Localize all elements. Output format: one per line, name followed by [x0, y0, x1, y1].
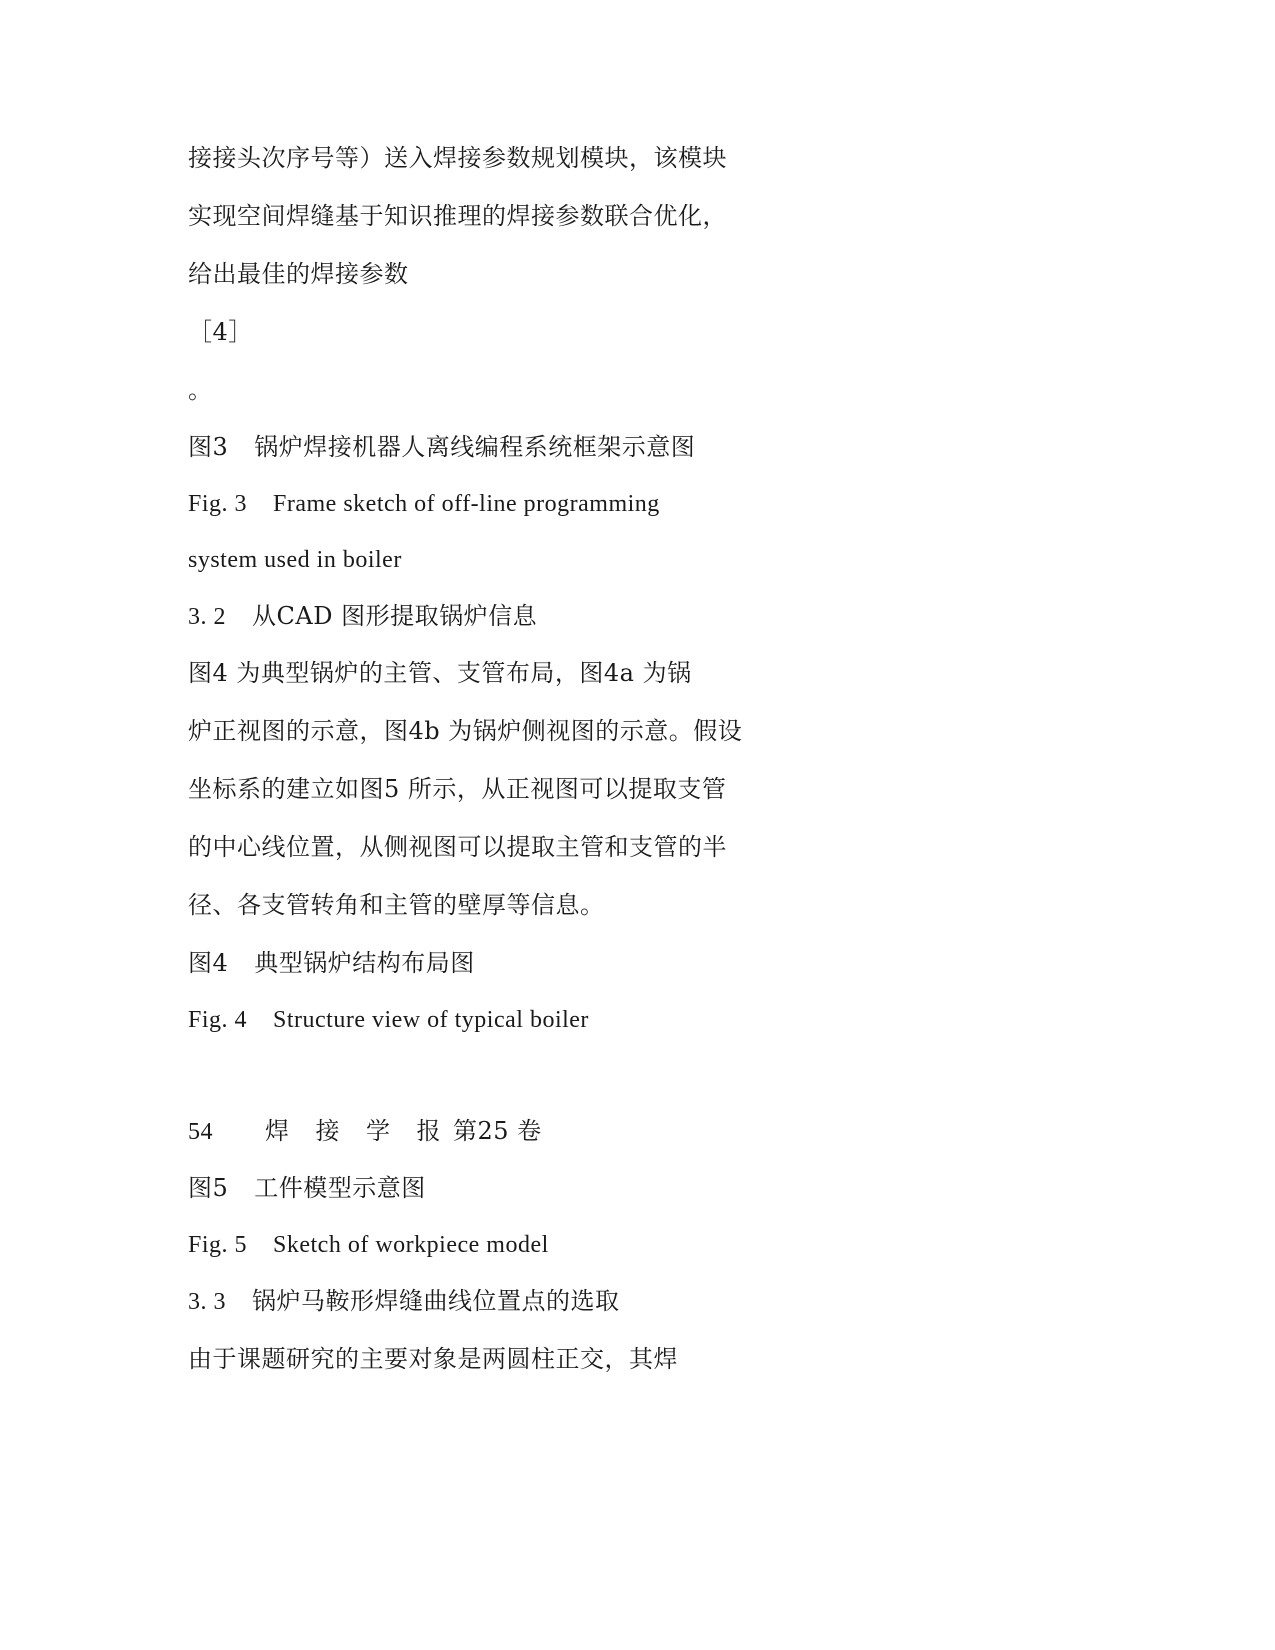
figure-title: 典型锅炉结构布局图	[254, 949, 475, 977]
body-text-line: 实现空间焊缝基于知识推理的焊接参数联合优化，	[188, 202, 727, 230]
figure-title: 工件模型示意图	[254, 1174, 426, 1202]
journal-name-char: 报	[416, 1117, 441, 1145]
figure-title: Sketch of workpiece model	[273, 1232, 549, 1258]
section-heading-3-2	[188, 601, 537, 632]
figure-label: Fig. 4	[188, 1007, 248, 1033]
body-text-line: 的中心线位置，从侧视图可以提取主管和支管的半	[188, 833, 727, 861]
body-text-line: 坐标系的建立如图5 所示，从正视图可以提取支管	[188, 775, 727, 803]
body-text-line: 炉正视图的示意，图4b 为锅炉侧视图的示意。假设	[188, 717, 743, 745]
figure-label: 图3	[188, 433, 229, 461]
figure-5-caption-en	[188, 1230, 549, 1260]
figure-3-caption-cn	[188, 432, 695, 462]
journal-name-char: 焊	[265, 1117, 290, 1145]
body-text-line: 由于课题研究的主要对象是两圆柱正交，其焊	[188, 1345, 678, 1373]
figure-label: Fig. 3	[188, 491, 248, 517]
section-title: 从CAD 图形提取锅炉信息	[252, 602, 538, 630]
body-text-line: 。	[188, 376, 213, 404]
body-text-line: 接接头次序号等）送入焊接参数规划模块，该模块	[188, 144, 727, 172]
section-title: 锅炉马鞍形焊缝曲线位置点的选取	[252, 1287, 620, 1315]
figure-label: 图4	[188, 949, 229, 977]
citation-reference: ［4］	[188, 318, 253, 346]
volume-label: 第25 卷	[453, 1117, 542, 1145]
figure-3-caption-en	[188, 489, 660, 519]
running-header	[188, 1116, 542, 1147]
section-number: 3. 2	[188, 604, 226, 630]
figure-title: Frame sketch of off-line programming	[273, 491, 660, 517]
body-text-line: 径、各支管转角和主管的壁厚等信息。	[188, 891, 605, 919]
journal-name-char: 接	[315, 1117, 340, 1145]
figure-3-caption-en-cont: system used in boiler	[188, 547, 402, 573]
page-number: 54	[188, 1119, 213, 1145]
figure-5-caption-cn	[188, 1173, 426, 1203]
journal-name-char: 学	[366, 1117, 391, 1145]
body-text-line: 图4 为典型锅炉的主管、支管布局，图4a 为锅	[188, 659, 692, 687]
section-number: 3. 3	[188, 1289, 226, 1315]
figure-label: 图5	[188, 1174, 229, 1202]
figure-4-caption-en	[188, 1005, 589, 1035]
figure-label: Fig. 5	[188, 1232, 248, 1258]
body-text-line: 给出最佳的焊接参数	[188, 260, 409, 288]
figure-title: Structure view of typical boiler	[273, 1007, 589, 1033]
section-heading-3-3	[188, 1286, 620, 1317]
figure-4-caption-cn	[188, 948, 475, 978]
figure-title: 锅炉焊接机器人离线编程系统框架示意图	[254, 433, 696, 461]
